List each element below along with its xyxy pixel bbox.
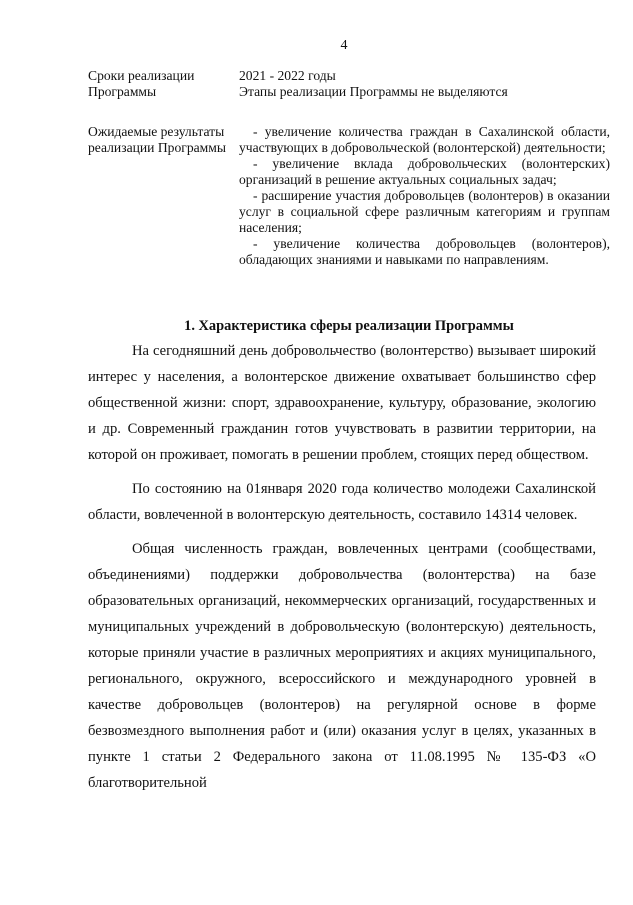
paragraph: Общая численность граждан, вовлеченных центрами (сообществами, объединениями) поддержки добровольчества (волонтерства) на базе образовательных организаций, некоммерческих организаций, государственных и муниципальных учреждений в добровольческую (волонтерскую) деятельность, которые приняли участие в различных мероприятиях и акциях муниципального, регионального, окружного, всероссийского и международного уровней в качестве добровольцев (волонтеров) на регулярной основе в форме безвозмездного выполнения работ и (или) оказания услуг в целях, указанных в пункте 1 статьи 2 Федерального закона от 11.08.1995 № 135-ФЗ «О благотворительной [88, 541, 596, 791]
terms-stages: Этапы реализации Программы не выделяются [239, 84, 508, 99]
result-item: - расширение участия добровольцев (волонтеров) в оказании услуг в социальной сфере различным категориям и группам населения; [239, 188, 610, 235]
result-item: - увеличение количества добровольцев (волонтеров), обладающих знаниями и навыками по направлениям. [239, 236, 610, 267]
results-value [239, 124, 610, 268]
page-number: 4 [340, 38, 348, 53]
section-body [88, 338, 596, 796]
section-title: 1. Характеристика сферы реализации Программы [184, 318, 514, 334]
terms-years: 2021 - 2022 годы [239, 68, 336, 83]
result-item: - увеличение количества граждан в Сахалинской области, участвующих в добровольческой (волонтерской) деятельности; [239, 124, 610, 155]
program-passport-table [88, 68, 610, 268]
passport-row-terms [88, 68, 610, 100]
paragraph: На сегодняшний день добровольчество (волонтерство) вызывает широкий интерес у населения, а волонтерское движение охватывает большинство сфер общественной жизни: спорт, здравоохранение, культуру, образование, экологию и др. Современный гражданин готов учувствовать в развитии территории, на которой он проживает, помогать в решении проблем, стоящих перед обществом. [88, 343, 596, 463]
terms-value [239, 68, 610, 100]
result-item: - увеличение вклада добровольческих (волонтерских) организаций в решение актуальных социальных задач; [239, 156, 610, 187]
results-label: Ожидаемые результаты реализации Программы [88, 124, 226, 155]
terms-label: Сроки реализации Программы [88, 68, 195, 99]
passport-row-results [88, 124, 610, 268]
paragraph: По состоянию на 01января 2020 года количество молодежи Сахалинской области, вовлеченной в волонтерскую деятельность, составило 14314 человек. [88, 481, 596, 523]
